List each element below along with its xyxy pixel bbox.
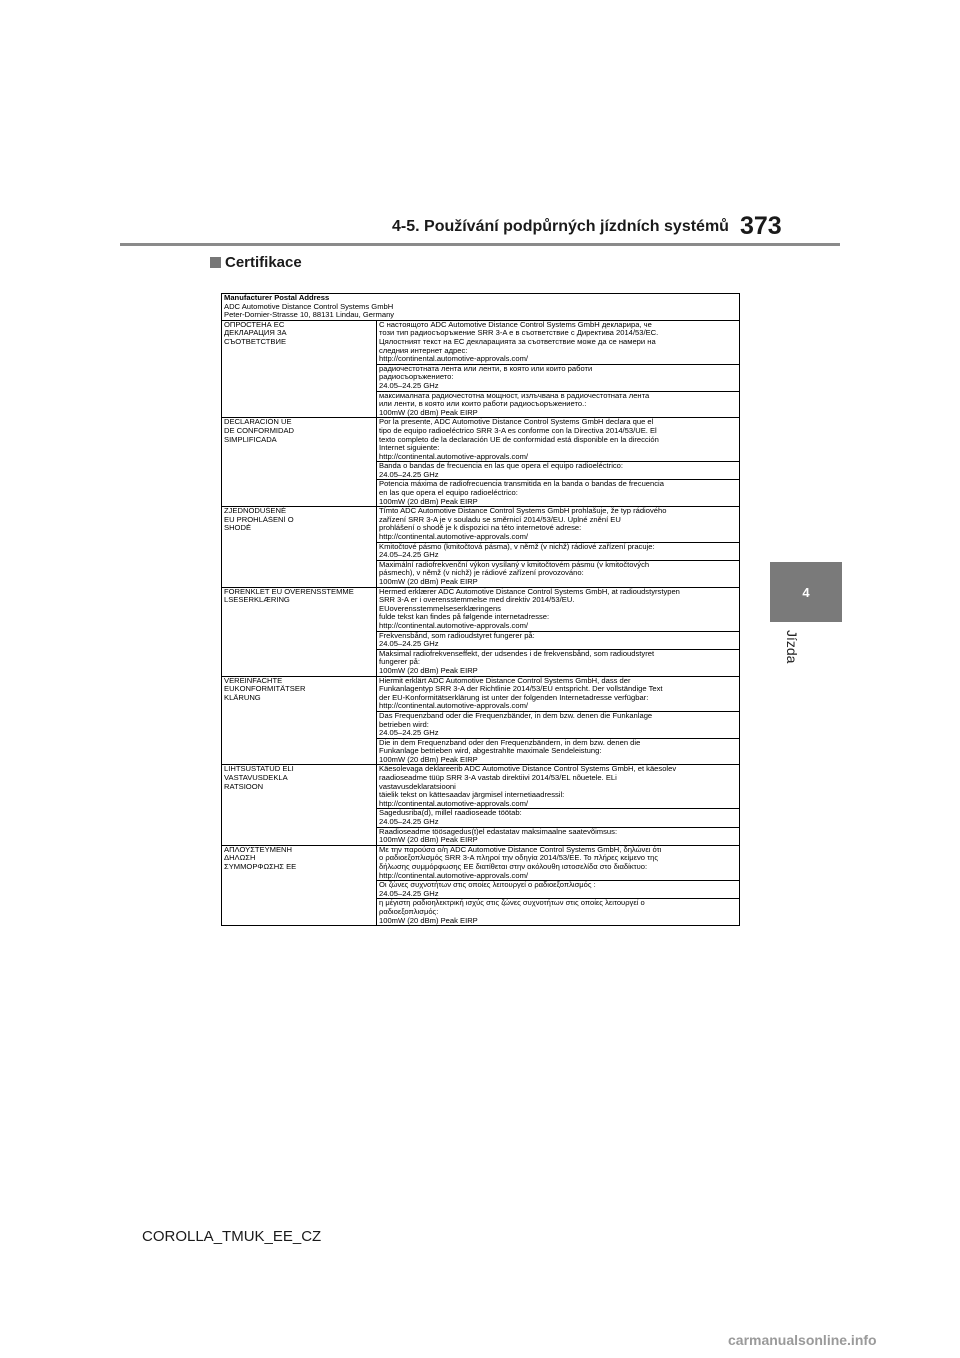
- declaration-text-cell: [377, 320, 740, 364]
- declaration-text-line: Funkanlage betrieben wird, abgestrahlte maximale Sendeleistung:: [379, 747, 602, 756]
- declaration-language-line: ДЕКЛАРАЦИЯ ЗА: [224, 329, 287, 338]
- declaration-language-line: СЪОТВЕТСТВИЕ: [224, 337, 287, 346]
- declaration-text-line: 100mW (20 dBm) Peak EIRP: [379, 578, 478, 586]
- declaration-text-line: 100mW (20 dBm) Peak EIRP: [379, 755, 478, 764]
- declaration-text-line: 24.05–24.25 GHz: [379, 470, 439, 479]
- declaration-text-line: 24.05–24.25 GHz: [379, 381, 439, 390]
- declaration-language-cell: [222, 507, 377, 587]
- chapter-side-label-text: Jízda: [784, 630, 800, 664]
- declaration-language-line: ZJEDNODUŠENÉ: [224, 507, 287, 516]
- declaration-text-line: 24.05–24.25 GHz: [379, 889, 439, 898]
- watermark: carmanualsonline.info: [728, 1332, 877, 1348]
- header-rule: [120, 243, 840, 246]
- declaration-text-line: 100mW (20 dBm) Peak EIRP: [379, 408, 478, 417]
- declaration-text-line: следния интернет адрес:: [379, 346, 468, 355]
- declaration-text-line: der EU-Konformitätserklärung ist unter der folgenden Internetadresse verfügbar:: [379, 693, 649, 702]
- declaration-text-line: täielik tekst on kättesaadav järgmisel internetiaadressil:: [379, 791, 565, 800]
- declaration-row: [222, 587, 740, 631]
- declaration-language-line: ΔΗΛΩΣΗ: [224, 854, 256, 863]
- declaration-text-cell: [377, 364, 740, 391]
- declaration-text-cell: [377, 560, 740, 587]
- declaration-language-line: EU PROHLÁŠENÍ O: [224, 515, 294, 524]
- declaration-text-line: 100mW (20 dBm) Peak EIRP: [379, 916, 478, 925]
- declaration-text-line: Das Frequenzband oder die Frequenzbänder, in dem bzw. denen die Funkanlage: [379, 711, 653, 720]
- declaration-text-line: Kmitočtové pásmo (kmitočtová pásma), v němž (v nichž) rádiové zařízení pracuje:: [379, 542, 655, 551]
- section-heading-text: Certifikace: [225, 254, 302, 271]
- declaration-text-cell: [377, 845, 740, 880]
- declaration-text-line: δήλωσης συμμόρφωσης ΕΕ διατίθεται στην ακόλουθη ιστοσελίδα στο διαδίκτυο:: [379, 863, 648, 871]
- declaration-text-cell: [377, 881, 740, 899]
- declaration-text-line: радиочестотната лента или ленти, в която или които работи: [379, 364, 593, 373]
- declaration-text-line: 100mW (20 dBm) Peak EIRP: [379, 836, 478, 845]
- declaration-text-line: http://continental.automotive-approvals.com/: [379, 702, 529, 711]
- declaration-text-cell: [377, 711, 740, 738]
- declaration-text-line: Με την παρούσα ο/η ADC Automotive Distance Control Systems GmbH, δηλώνει ότι: [379, 845, 662, 854]
- footer-code: COROLLA_TMUK_EE_CZ: [142, 1228, 322, 1245]
- declaration-row: [222, 418, 740, 462]
- declaration-language-line: ΑΠΛΟΥΣΤΕΥΜΕΝΗ: [224, 845, 293, 854]
- declaration-text-cell: [377, 480, 740, 507]
- declaration-text-line: prohlášení o shodě je k dispozici na této internetové adrese:: [379, 524, 582, 533]
- declaration-text-line: Maksimal radiofrekvenseffekt, der udsendes i de frekvensbånd, som radioudstyret: [379, 649, 655, 658]
- manufacturer-name: ADC Automotive Distance Control Systems GmbH: [224, 302, 394, 311]
- declaration-text-cell: [377, 738, 740, 765]
- declaration-text-line: Maximální radiofrekvenční výkon vysílaný v kmitočtovém pásmu (v kmitočtových: [379, 560, 650, 569]
- declaration-language-line: RATSIOON: [224, 782, 264, 791]
- declaration-text-line: EUoverensstemmelseserklæringens: [379, 604, 501, 613]
- declaration-text-line: ο ραδιοεξοπλισμός SRR 3-A πληροί την οδηγία 2014/53/ΕΕ. Το πλήρες κείμενο της: [379, 854, 658, 863]
- page-number: 373: [740, 212, 782, 240]
- declaration-text-line: http://continental.automotive-approvals.com/: [379, 452, 529, 461]
- declaration-text-cell: [377, 631, 740, 649]
- declaration-text-cell: [377, 462, 740, 480]
- chapter-side-label: [782, 630, 802, 690]
- declaration-text-line: fulde tekst kan findes på følgende internetadresse:: [379, 613, 550, 622]
- declaration-text-line: Die in dem Frequenzband oder den Frequenzbändern, in dem bzw. denen die: [379, 738, 641, 747]
- declaration-text-cell: [377, 587, 740, 631]
- declaration-text-line: този тип радиосъоръжение SRR 3-A е в съответствие с Директива 2014/53/ЕС.: [379, 329, 659, 338]
- declaration-text-line: Frekvensbånd, som radioudstyret fungerer på:: [379, 631, 535, 640]
- manufacturer-address: Peter-Dornier-Strasse 10, 88131 Lindau, Germany: [224, 311, 395, 320]
- declaration-text-line: http://continental.automotive-approvals.com/: [379, 621, 529, 630]
- section-heading: [210, 254, 302, 271]
- declaration-text-line: или ленти, в която или които работи радиосъоръжението.:: [379, 400, 587, 409]
- declaration-language-cell: [222, 676, 377, 765]
- declaration-row: [222, 765, 740, 809]
- declaration-text-line: 100mW (20 dBm) Peak EIRP: [379, 666, 478, 675]
- declaration-text-cell: [377, 649, 740, 676]
- declaration-text-line: Käesolevaga deklareerib ADC Automotive Distance Control Systems GmbH, et käesolev: [379, 765, 677, 774]
- declaration-text-line: betrieben wird:: [379, 720, 429, 729]
- declaration-language-cell: [222, 418, 377, 507]
- declaration-text-line: http://continental.automotive-approvals.com/: [379, 799, 529, 808]
- declaration-text-cell: [377, 418, 740, 462]
- declaration-text-line: Hiermit erklärt ADC Automotive Distance Control Systems GmbH, dass der: [379, 676, 631, 685]
- declaration-text-cell: [377, 827, 740, 845]
- declaration-text-cell: [377, 899, 740, 926]
- declaration-language-line: VEREINFACHTE: [224, 676, 283, 685]
- declaration-language-line: KLÄRUNG: [224, 693, 261, 702]
- declaration-text-line: С настоящото ADC Automotive Distance Control Systems GmbH декларира, че: [379, 320, 652, 329]
- declaration-text-line: 24.05–24.25 GHz: [379, 729, 439, 738]
- square-bullet-icon: [210, 257, 221, 268]
- declaration-language-cell: [222, 587, 377, 676]
- manufacturer-cell: [222, 294, 740, 321]
- declaration-language-line: LSESERKLÆRING: [224, 596, 290, 605]
- declaration-text-line: Potencia máxima de radiofrecuencia transmitida en la banda o bandas de frecuencia: [379, 480, 664, 489]
- declaration-text-cell: [377, 676, 740, 711]
- declaration-text-line: Hermed erklærer ADC Automotive Distance Control Systems GmbH, at radioudstyrstypen: [379, 587, 680, 596]
- chapter-title: 4-5. Používání podpůrných jízdních systémů: [392, 218, 729, 235]
- declaration-text-line: Οι ζώνες συχνοτήτων στις οποίες λειτουργεί ο ραδιοεξοπλισμός :: [379, 881, 596, 890]
- declaration-language-line: SHODĚ: [224, 524, 252, 533]
- declaration-row: [222, 845, 740, 880]
- declaration-language-cell: [222, 765, 377, 845]
- declaration-text-line: fungerer på:: [379, 658, 420, 667]
- declaration-language-cell: [222, 320, 377, 418]
- declaration-text-line: raadioseadme tüüp SRR 3-A vastab direktiivi 2014/53/EL nõuetele. ELi: [379, 774, 617, 783]
- declaration-text-line: максималната радиочестотна мощност, излъчвана в радиочестотната лента: [379, 391, 650, 400]
- declaration-language-line: FORENKLET EU OVERENSSTEMME: [224, 587, 354, 596]
- declaration-text-line: 24.05–24.25 GHz: [379, 640, 439, 649]
- declaration-text-line: Internet siguiente:: [379, 444, 440, 453]
- declaration-text-line: радиосъоръжението:: [379, 373, 454, 382]
- declaration-language-line: DECLARACIÓN UE: [224, 418, 292, 427]
- declaration-text-line: 100mW (20 dBm) Peak EIRP: [379, 497, 478, 506]
- declaration-text-line: tipo de equipo radioeléctrico SRR 3-A es conforme con la Directiva 2014/53/UE. El: [379, 426, 657, 435]
- declaration-text-line: Banda o bandas de frecuencia en las que opera el equipo radioeléctrico:: [379, 462, 624, 471]
- declaration-text-line: Por la presente, ADC Automotive Distance Control Systems GmbH declara que el: [379, 418, 654, 427]
- declaration-text-line: 24.05–24.25 GHz: [379, 818, 439, 827]
- declaration-text-line: pásmech), v němž (v nichž) je rádiové zařízení provozováno:: [379, 569, 584, 578]
- declaration-text-line: SRR 3-A er i overensstemmelse med direktiv 2014/53/EU.: [379, 596, 575, 605]
- declaration-text-line: vastavusdeklaratsiooni: [379, 782, 456, 791]
- manufacturer-heading: Manufacturer Postal Address: [224, 294, 330, 302]
- declaration-text-cell: [377, 507, 740, 542]
- chapter-tab: [770, 562, 842, 622]
- declaration-text-line: en las que opera el equipo radioeléctrico:: [379, 489, 518, 498]
- declaration-text-cell: [377, 391, 740, 418]
- declaration-language-line: ΣΥΜΜΟΡΦΩΣΗΣ ΕΕ: [224, 863, 297, 871]
- declaration-language-line: SIMPLIFICADA: [224, 435, 277, 444]
- declaration-row: [222, 507, 740, 542]
- declaration-text-line: Funkanlagentyp SRR 3-A der Richtlinie 2014/53/EU entspricht. Der vollständige Text: [379, 685, 663, 694]
- declaration-text-line: Tímto ADC Automotive Distance Control Systems GmbH prohlašuje, že typ rádiového: [379, 507, 667, 516]
- declaration-text-cell: [377, 809, 740, 827]
- declaration-text-line: 24.05–24.25 GHz: [379, 551, 439, 560]
- declaration-text-line: http://continental.automotive-approvals.com/: [379, 871, 529, 880]
- chapter-tab-number: 4: [802, 584, 810, 600]
- declaration-text-line: zařízení SRR 3-A je v souladu se směrnicí 2014/53/EU. Úplné znění EU: [379, 515, 621, 524]
- declaration-language-line: ОПРОСТЕНА ЕС: [224, 320, 285, 329]
- declaration-text-line: http://continental.automotive-approvals.com/: [379, 355, 529, 364]
- declaration-language-cell: [222, 845, 377, 925]
- declaration-text-cell: [377, 765, 740, 809]
- declaration-language-line: VASTAVUSDEKLA: [224, 774, 288, 783]
- declaration-text-line: Sagedusriba(d), millel raadioseade töötab:: [379, 809, 522, 818]
- declaration-text-line: Raadioseadme töösagedus(t)el edastatav maksimaalne saatevõimsus:: [379, 827, 618, 836]
- declaration-row: [222, 676, 740, 711]
- declaration-text-line: Цялостният текст на ЕС декларацията за съответствие може да се намери на: [379, 337, 656, 346]
- declaration-text-line: texto completo de la declaración UE de conformidad está disponible en la dirección: [379, 435, 659, 444]
- declaration-row: [222, 320, 740, 364]
- declaration-text-line: ραδιοεξοπλισμός:: [379, 907, 439, 916]
- declaration-text-line: http://continental.automotive-approvals.com/: [379, 533, 529, 542]
- certification-table: [221, 293, 740, 926]
- declaration-language-line: EUKONFORMITÄTSER: [224, 685, 306, 694]
- declaration-language-line: DE CONFORMIDAD: [224, 426, 295, 435]
- declaration-language-line: LIHTSUSTATUD ELI: [224, 765, 294, 774]
- declaration-text-cell: [377, 542, 740, 560]
- declaration-text-line: η μέγιστη ραδιοηλεκτρική ισχύς στις ζώνες συχνοτήτων στις οποίες λειτουργεί ο: [379, 899, 645, 908]
- manufacturer-row: [222, 294, 740, 321]
